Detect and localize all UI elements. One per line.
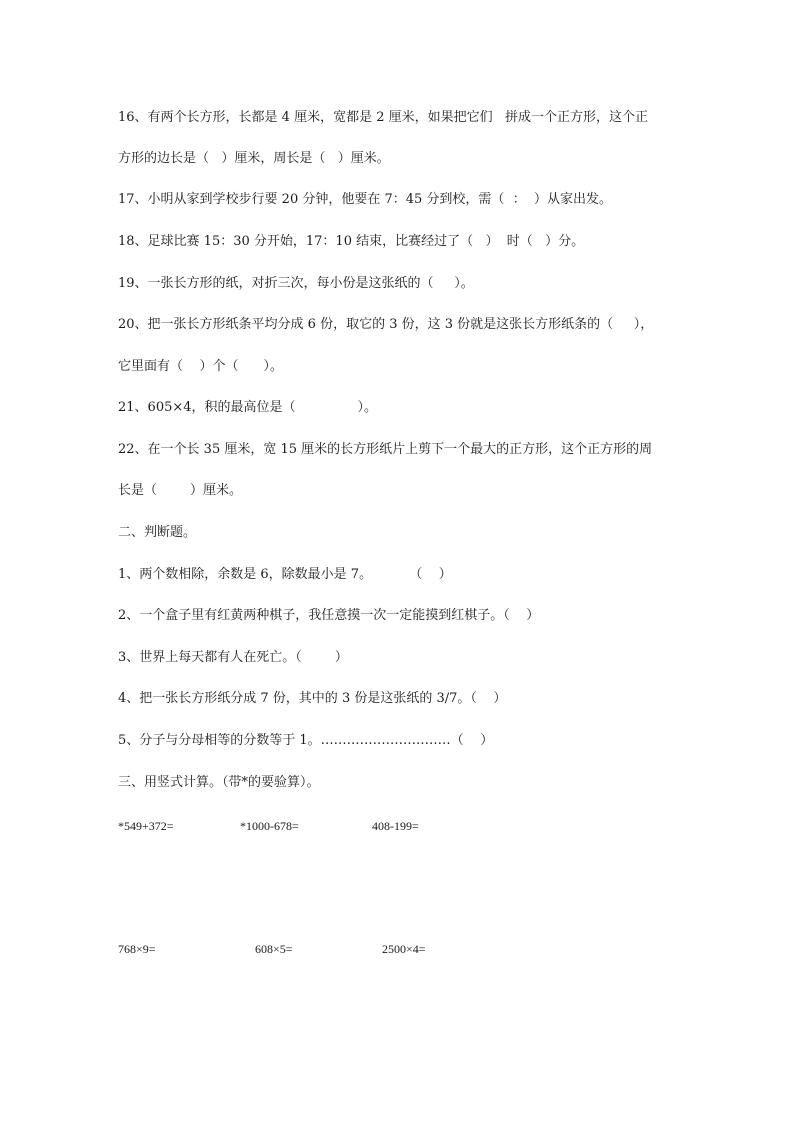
judge-section-heading: 二、判断题。 (118, 525, 197, 540)
question-18: 18、足球比赛 15：30 分开始，17：10 结束，比赛经过了（ ） 时（ ）分。 (118, 234, 585, 249)
judge-item-3: 3、世界上每天都有人在死亡。（ ） (118, 650, 348, 665)
calc-problem: 408-199= (372, 819, 419, 833)
judge-item-2: 2、一个盒子里有红黄两种棋子，我任意摸一次一定能摸到红棋子。（ ） (118, 608, 540, 623)
question-20-line-1: 20、把一张长方形纸条平均分成 6 份，取它的 3 份，这 3 份就是这张长方形纸条的（ ）， (118, 317, 654, 332)
calc-problem: *549+372= (118, 819, 174, 833)
judge-item-4: 4、把一张长方形纸分成 7 份，其中的 3 份是这张纸的 3/7。（ ） (118, 691, 507, 706)
question-20-line-2: 它里面有（ ）个（ ）。 (118, 359, 283, 374)
calc-problem: *1000-678= (240, 819, 299, 833)
question-19: 19、一张长方形的纸，对折三次，每小份是这张纸的（ ）。 (118, 276, 474, 291)
judge-item-1: 1、两个数相除，余数是 6，除数最小是 7。 （ ） (118, 567, 452, 582)
calc-problem: 608×5= (255, 942, 293, 956)
question-16-line-1: 16、有两个长方形，长都是 4 厘米，宽都是 2 厘米，如果把它们 拼成一个正方形，这个正 (118, 110, 649, 125)
judge-item-5: 5、分子与分母相等的分数等于 1。…………………………（ ） (118, 733, 494, 748)
question-21: 21、605×4，积的最高位是（ ）。 (118, 400, 378, 415)
question-22-line-1: 22、在一个长 35 厘米，宽 15 厘米的长方形纸片上剪下一个最大的正方形，这个正方形的周 (118, 442, 653, 457)
vertical-calc-heading: 三、用竖式计算。（带*的要验算）。 (118, 775, 320, 790)
question-16-line-2: 方形的边长是（ ）厘米，周长是（ ）厘米。 (118, 151, 390, 166)
question-22-line-2: 长是（ ）厘米。 (118, 483, 243, 498)
calc-problem: 2500×4= (382, 942, 426, 956)
calc-problem: 768×9= (118, 942, 156, 956)
question-17: 17、小明从家到学校步行要 20 分钟，他要在 7：45 分到校，需（ ： ）从家出发。 (118, 192, 612, 207)
